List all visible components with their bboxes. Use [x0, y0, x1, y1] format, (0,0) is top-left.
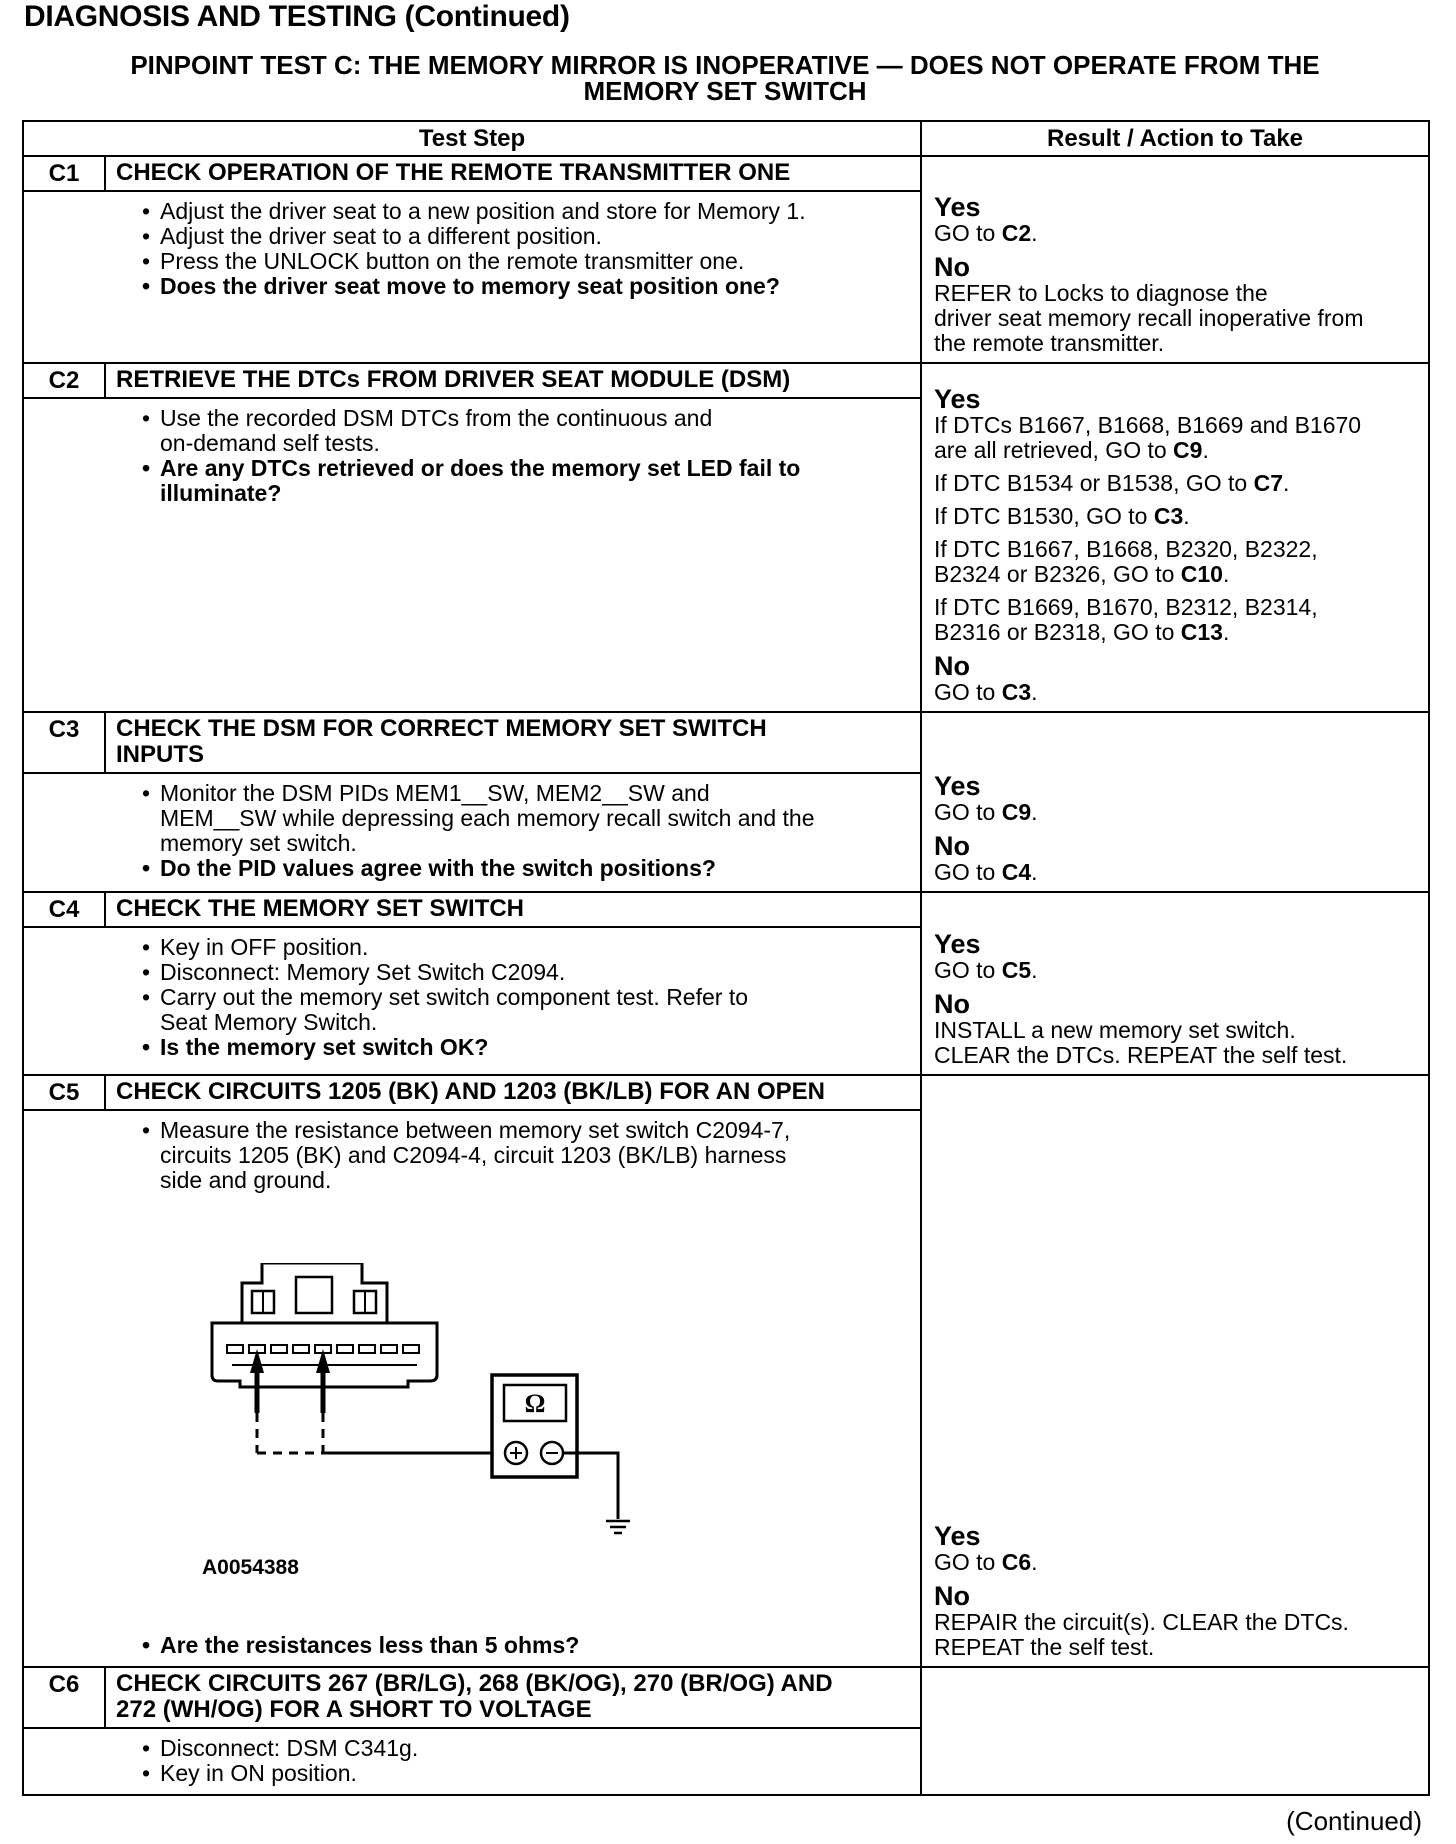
step-c4-result — [921, 892, 1429, 1075]
no-action: INSTALL a new memory set switch. CLEAR the DTCs. REPEAT the self test. — [934, 1017, 1348, 1068]
table-header-row — [23, 121, 1429, 156]
continued-label: (Continued) — [1286, 1806, 1422, 1836]
result-line: If DTCs B1667, B1668, B1669 and B1670 are all retrieved, GO to C9. — [934, 412, 1362, 463]
step-c2-result — [921, 363, 1429, 712]
step-id: C1 — [23, 156, 105, 191]
yes-action: GO to C2. — [934, 220, 1038, 246]
yes-label: Yes — [934, 384, 981, 414]
list-item: • Press the UNLOCK button on the remote transmitter one. — [32, 249, 910, 274]
yes-action: GO to C5. — [934, 957, 1038, 983]
step-body — [23, 927, 921, 1075]
no-label: No — [934, 252, 970, 282]
step-id: C2 — [23, 363, 105, 398]
title-line-1: PINPOINT TEST C: THE MEMORY MIRROR IS INOPERATIVE — DOES NOT OPERATE FROM THE — [130, 50, 1320, 80]
list-item: • Use the recorded DSM DTCs from the continuous and on-demand self tests. — [32, 406, 910, 456]
step-title: CHECK THE DSM FOR CORRECT MEMORY SET SWITCH INPUTS — [105, 712, 921, 773]
yes-action: GO to C9. — [934, 799, 1038, 825]
title-line-2: MEMORY SET SWITCH — [583, 76, 867, 106]
list-item: • Key in ON position. — [32, 1761, 910, 1786]
ohm-symbol: Ω — [524, 1389, 546, 1418]
list-item: • Disconnect: DSM C341g. — [32, 1736, 910, 1761]
step-question: • Do the PID values agree with the switch positions? — [32, 856, 910, 881]
column-header-test-step: Test Step — [23, 121, 921, 156]
step-id: C5 — [23, 1075, 105, 1110]
yes-label: Yes — [934, 1521, 981, 1551]
figure-id: A0054388 — [202, 1556, 299, 1579]
result-line: If DTC B1530, GO to C3. — [934, 503, 1190, 529]
ohmmeter-connector-diagram — [202, 1263, 762, 1553]
no-label: No — [934, 651, 970, 681]
no-action: REPAIR the circuit(s). CLEAR the DTCs. REPEAT the self test. — [934, 1609, 1349, 1660]
step-question: • Are any DTCs retrieved or does the memory set LED fail to illuminate? — [32, 456, 910, 506]
step-id: C6 — [23, 1667, 105, 1728]
latch-tab — [296, 1277, 332, 1313]
yes-label: Yes — [934, 192, 981, 222]
step-c6-title-row — [23, 1667, 1429, 1728]
list-item: • Measure the resistance between memory set switch C2094-7, circuits 1205 (BK) and C2094-4, circuit 1203 (BK/LB) harness side and ground. — [32, 1118, 910, 1193]
list-item: • Key in OFF position. — [32, 935, 910, 960]
list-item: • Carry out the memory set switch component test. Refer to Seat Memory Switch. — [32, 985, 910, 1035]
step-c6-result — [921, 1667, 1429, 1795]
yes-label: Yes — [934, 771, 981, 801]
pinpoint-test-table — [22, 120, 1430, 1796]
result-line: If DTC B1669, B1670, B2312, B2314, B2316 or B2318, GO to C13. — [934, 594, 1318, 645]
step-id: C4 — [23, 892, 105, 927]
step-body — [23, 1728, 921, 1795]
step-id: C3 — [23, 712, 105, 773]
step-c1-result — [921, 156, 1429, 363]
no-label: No — [934, 989, 970, 1019]
step-c5-result — [921, 1075, 1429, 1667]
step-body — [23, 1110, 921, 1667]
connector-test-figure — [202, 1263, 762, 1593]
step-c3-title-row — [23, 712, 1429, 773]
column-header-result: Result / Action to Take — [921, 121, 1429, 156]
no-action: REFER to Locks to diagnose the driver seat memory recall inoperative from the remote transmitter. — [934, 280, 1364, 356]
step-title: CHECK CIRCUITS 267 (BR/LG), 268 (BK/OG), 270 (BR/OG) AND 272 (WH/OG) FOR A SHORT TO VOLTAGE — [105, 1667, 921, 1728]
step-body — [23, 398, 921, 712]
step-question: • Does the driver seat move to memory seat position one? — [32, 274, 910, 299]
step-c4-title-row — [23, 892, 1429, 927]
yes-action: GO to C6. — [934, 1549, 1038, 1575]
step-c5-title-row — [23, 1075, 1429, 1110]
pinpoint-test-title — [22, 52, 1428, 104]
step-question: • Are the resistances less than 5 ohms? — [32, 1633, 910, 1658]
step-body — [23, 191, 921, 363]
no-action: GO to C4. — [934, 859, 1038, 885]
step-title: CHECK THE MEMORY SET SWITCH — [105, 892, 921, 927]
no-label: No — [934, 1581, 970, 1611]
section-header: DIAGNOSIS AND TESTING (Continued) — [24, 0, 570, 33]
step-title: CHECK CIRCUITS 1205 (BK) AND 1203 (BK/LB) FOR AN OPEN — [105, 1075, 921, 1110]
list-item: • Disconnect: Memory Set Switch C2094. — [32, 960, 910, 985]
step-c3-result — [921, 712, 1429, 892]
no-action: GO to C3. — [934, 679, 1038, 705]
step-title: RETRIEVE THE DTCs FROM DRIVER SEAT MODULE (DSM) — [105, 363, 921, 398]
list-item: • Adjust the driver seat to a new position and store for Memory 1. — [32, 199, 910, 224]
step-c2-title-row — [23, 363, 1429, 398]
no-label: No — [934, 831, 970, 861]
list-item: • Adjust the driver seat to a different position. — [32, 224, 910, 249]
yes-label: Yes — [934, 929, 981, 959]
list-item: • Monitor the DSM PIDs MEM1__SW, MEM2__SW and MEM__SW while depressing each memory recall switch and the memory set switch. — [32, 781, 910, 856]
result-line: If DTC B1534 or B1538, GO to C7. — [934, 470, 1290, 496]
step-question: • Is the memory set switch OK? — [32, 1035, 910, 1060]
step-body — [23, 773, 921, 892]
result-line: If DTC B1667, B1668, B2320, B2322, B2324 or B2326, GO to C10. — [934, 536, 1318, 587]
step-c1-title-row — [23, 156, 1429, 191]
step-title: CHECK OPERATION OF THE REMOTE TRANSMITTER ONE — [105, 156, 921, 191]
